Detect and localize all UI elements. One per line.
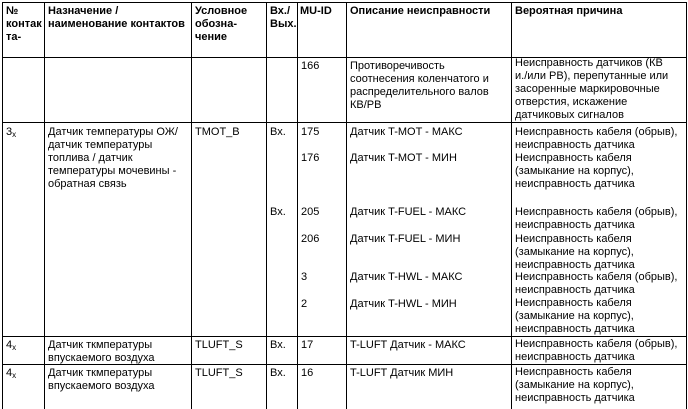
pin-subscript: x xyxy=(12,130,17,139)
mu-id-cell: 2 xyxy=(301,298,308,310)
cause-cell: Неисправность кабеля (замыкание на корпус), неисправность датчика xyxy=(515,152,635,190)
cause-cell: Неисправность кабеля (обрыв), неисправность датчика xyxy=(515,338,678,363)
pin-number: 4 xyxy=(6,367,13,379)
io-cell: Вх. xyxy=(270,206,286,218)
mu-id-cell: 16 xyxy=(301,367,314,379)
header-symbol: Условное обозна- чение xyxy=(195,5,248,43)
cause-cell: Неисправность кабеля (замыкание на корпус), неисправность датчика xyxy=(515,233,635,271)
pin-number: 3 xyxy=(6,126,13,138)
fault-cell: Датчик T-FUEL - МАКС xyxy=(350,206,467,218)
pin-number: 4 xyxy=(6,339,13,351)
column-border xyxy=(346,2,347,409)
purpose-cell: Датчик ткмпературы впускаемого воздуха xyxy=(48,367,155,392)
io-cell: Вх. xyxy=(270,339,286,351)
mu-id-cell: 3 xyxy=(301,271,308,283)
fault-cell: Датчик T-FUEL - МИН xyxy=(350,233,461,245)
fault-cell: Датчик T-HWL - МАКС xyxy=(350,271,463,283)
cause-cell: Неисправность кабеля (обрыв), неисправность датчика xyxy=(515,126,678,151)
symbol-cell: TLUFT_S xyxy=(195,367,243,379)
mu-id-cell: 175 xyxy=(301,126,320,138)
pin-cell xyxy=(6,339,16,352)
cause-cell: Неисправность кабеля (замыкание на корпус), неисправность датчика xyxy=(515,297,635,335)
fault-cell: Противоречивость соотнесения коленчатого и распределительного валов КВ/РВ xyxy=(350,60,489,111)
symbol-cell: TLUFT_S xyxy=(195,339,243,351)
column-border xyxy=(2,2,3,409)
symbol-cell: TMOT_B xyxy=(195,126,240,138)
fault-cell: T-LUFT Датчик - МАКС xyxy=(350,339,466,351)
fault-cell: T-LUFT Датчик МИН xyxy=(350,367,454,379)
mu-id-cell: 176 xyxy=(301,152,320,164)
cause-cell: Неисправность кабеля (обрыв), неисправность датчика xyxy=(515,206,678,231)
fault-cell: Датчик T-MOT - МИН xyxy=(350,152,457,164)
row-separator xyxy=(2,122,687,123)
purpose-cell: Датчик ткмпературы впускаемого воздуха xyxy=(48,339,155,364)
cause-cell: Неисправность кабеля (замыкание на корпус), неисправность датчика xyxy=(515,366,635,404)
cause-cell: Неисправность кабеля (обрыв), неисправность датчика xyxy=(515,271,678,296)
pin-subscript: x xyxy=(12,371,17,380)
header-mu-id: MU-ID xyxy=(300,5,332,17)
mu-id-cell: 206 xyxy=(301,233,320,245)
io-cell: Вх. xyxy=(270,367,286,379)
fault-cell: Датчик T-HWL - МИН xyxy=(350,298,457,310)
header-purpose: Назначение / наименование контактов xyxy=(48,5,185,30)
column-border xyxy=(511,2,512,409)
mu-id-cell: 205 xyxy=(301,206,320,218)
header-cause: Вероятная причина xyxy=(515,5,623,17)
row-separator xyxy=(2,336,687,337)
purpose-cell: Датчик температуры ОЖ/ датчик температуры топлива / датчик температуры мочевины - обратная связь xyxy=(48,126,178,190)
column-border xyxy=(191,2,192,409)
header-pin: № контак та- xyxy=(6,5,42,43)
io-cell: Вх. xyxy=(270,126,286,138)
header-fault: Описание неисправности xyxy=(350,5,491,17)
mu-id-cell: 17 xyxy=(301,339,314,351)
pin-subscript: x xyxy=(12,343,17,352)
cause-cell: Неисправность датчиков (КВ и./или РВ), перепутанные или засоренные маркировочные отверстия, искажение датчиковых сигналов xyxy=(515,57,669,121)
column-border xyxy=(44,2,45,409)
table-border-top xyxy=(2,2,687,3)
mu-id-cell: 166 xyxy=(301,60,320,72)
pin-cell xyxy=(6,367,16,380)
header-io: Вх./ Вых. xyxy=(270,5,297,30)
pin-cell xyxy=(6,126,16,139)
table-border-right xyxy=(686,2,687,409)
fault-cell: Датчик T-MOT - МАКС xyxy=(350,126,463,138)
column-border xyxy=(266,2,267,409)
column-border xyxy=(297,2,298,409)
